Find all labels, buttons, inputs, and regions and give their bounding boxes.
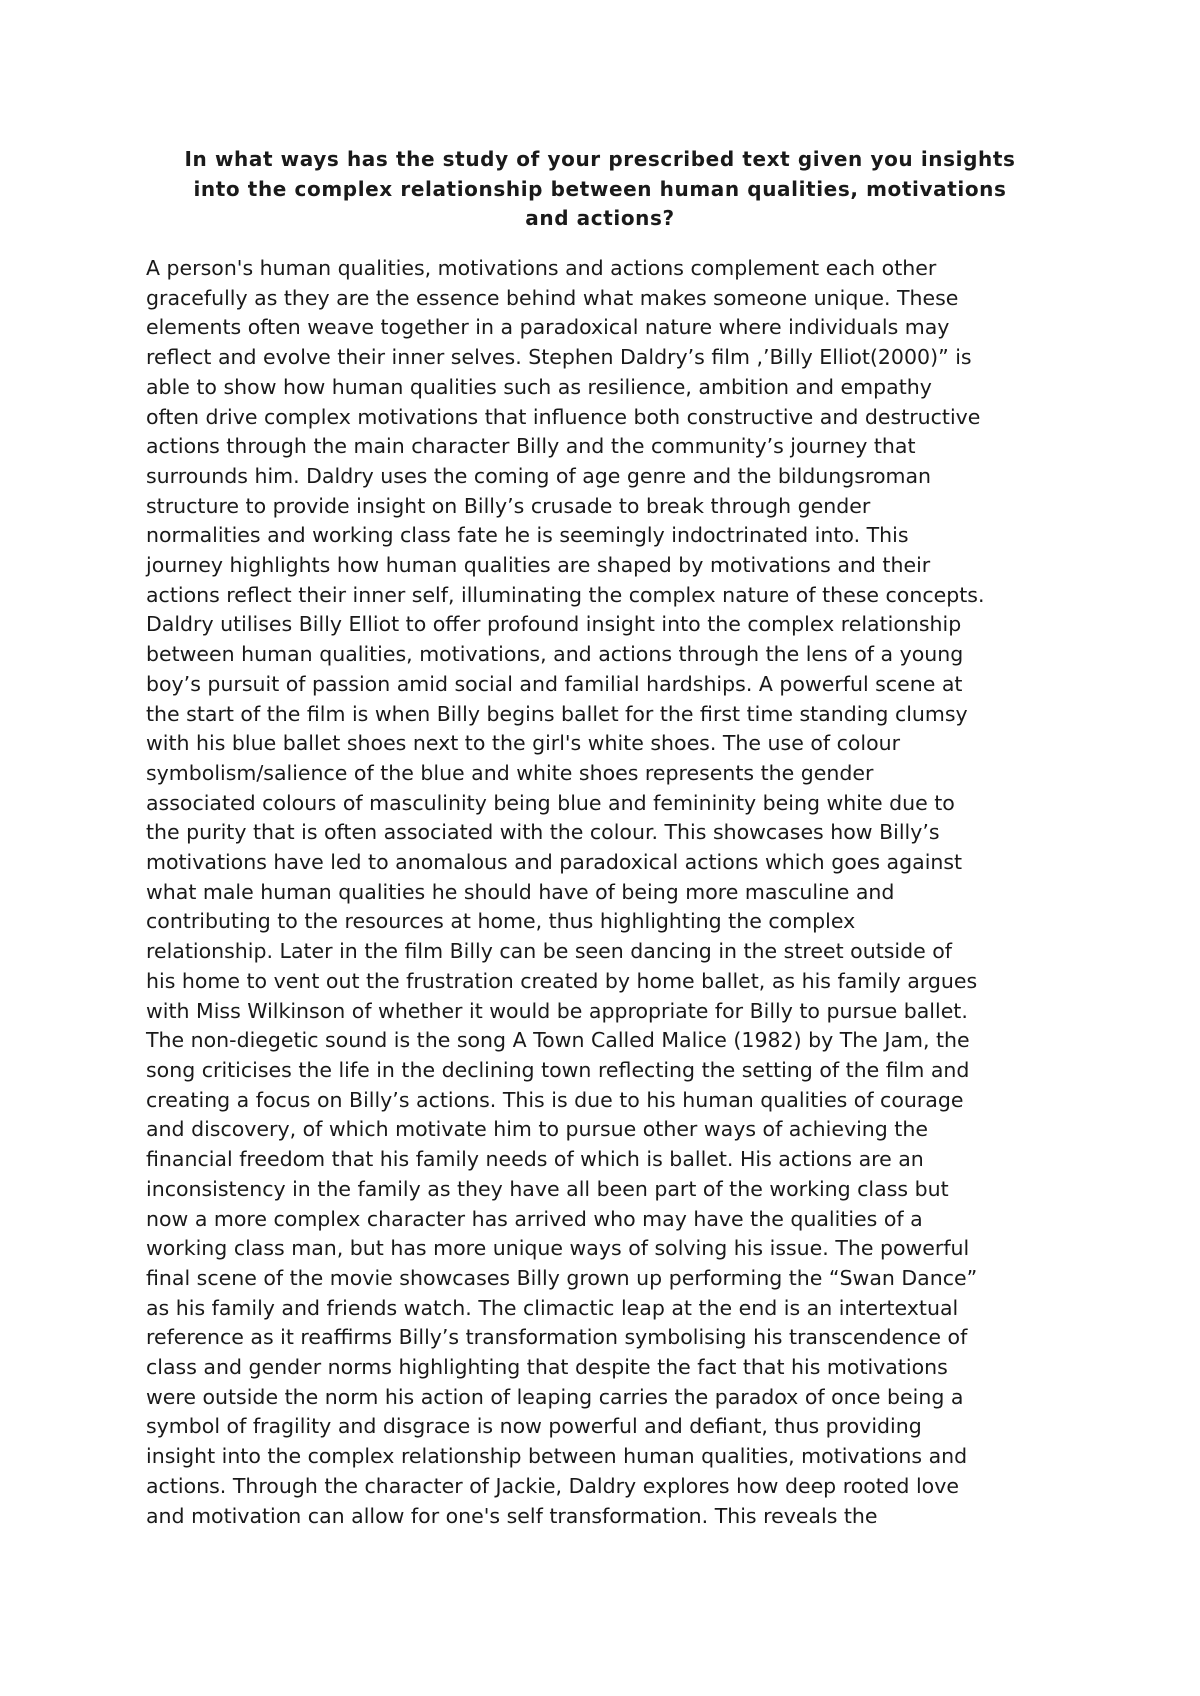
body-line: surrounds him. Daldry uses the coming of age genre and the bildungsroman bbox=[146, 463, 932, 488]
body-line: actions through the main character Billy and the community’s journey that bbox=[146, 434, 916, 459]
body-line: working class man, but has more unique ways of solving his issue. The powerful bbox=[146, 1236, 970, 1261]
body-line: often drive complex motivations that influence both constructive and destructive bbox=[146, 404, 981, 429]
body-line: actions. Through the character of Jackie, Daldry explores how deep rooted love bbox=[146, 1473, 959, 1498]
heading-line: In what ways has the study of your prescribed text given you insights bbox=[184, 147, 1016, 171]
body-line: The non-diegetic sound is the song A Town Called Malice (1982) by The Jam, the bbox=[146, 1028, 970, 1053]
heading-line: into the complex relationship between human qualities, motivations bbox=[193, 176, 1007, 201]
body-line: relationship. Later in the film Billy can be seen dancing in the street outside of bbox=[146, 939, 953, 964]
body-line: insight into the complex relationship between human qualities, motivations and bbox=[146, 1444, 968, 1469]
body-line: with his blue ballet shoes next to the girl's white shoes. The use of colour bbox=[146, 731, 901, 756]
body-line: financial freedom that his family needs of which is ballet. His actions are an bbox=[146, 1147, 924, 1172]
body-line: gracefully as they are the essence behind what makes someone unique. These bbox=[146, 285, 959, 310]
body-line: with Miss Wilkinson of whether it would be appropriate for Billy to pursue ballet. bbox=[146, 998, 968, 1023]
body-line: boy’s pursuit of passion amid social and familial hardships. A powerful scene at bbox=[146, 671, 963, 696]
body-line: the start of the film is when Billy begins ballet for the first time standing clumsy bbox=[146, 701, 968, 726]
essay-body bbox=[146, 254, 1086, 1531]
body-line: contributing to the resources at home, thus highlighting the complex bbox=[146, 909, 856, 934]
body-line: normalities and working class fate he is seemingly indoctrinated into. This bbox=[146, 523, 909, 548]
body-line: creating a focus on Billy’s actions. This is due to his human qualities of courage bbox=[146, 1087, 964, 1112]
body-line: and motivation can allow for one's self transformation. This reveals the bbox=[146, 1503, 878, 1528]
body-line: were outside the norm his action of leaping carries the paradox of once being a bbox=[146, 1384, 964, 1409]
body-line: and discovery, of which motivate him to pursue other ways of achieving the bbox=[146, 1117, 928, 1142]
essay-question-heading bbox=[146, 145, 1054, 234]
body-line: inconsistency in the family as they have all been part of the working class but bbox=[146, 1176, 949, 1201]
body-line: the purity that is often associated with the colour. This showcases how Billy’s bbox=[146, 820, 940, 845]
body-line: song criticises the life in the declining town reflecting the setting of the film and bbox=[146, 1057, 970, 1082]
body-line: what male human qualities he should have of being more masculine and bbox=[146, 879, 895, 904]
body-line: A person's human qualities, motivations and actions complement each other bbox=[146, 256, 937, 280]
body-line: final scene of the movie showcases Billy grown up performing the “Swan Dance” bbox=[146, 1265, 978, 1290]
body-line: actions reflect their inner self, illuminating the complex nature of these concepts. bbox=[146, 582, 985, 607]
body-line: symbol of fragility and disgrace is now powerful and defiant, thus providing bbox=[146, 1414, 922, 1439]
body-line: associated colours of masculinity being blue and femininity being white due to bbox=[146, 790, 955, 815]
body-line: reflect and evolve their inner selves. Stephen Daldry’s film ,’Billy Elliot(2000)” is bbox=[146, 345, 972, 370]
body-line: Daldry utilises Billy Elliot to offer profound insight into the complex relationship bbox=[146, 612, 962, 637]
body-line: his home to vent out the frustration created by home ballet, as his family argues bbox=[146, 968, 978, 993]
body-line: journey highlights how human qualities are shaped by motivations and their bbox=[146, 553, 931, 578]
body-line: reference as it reaffirms Billy’s transformation symbolising his transcendence of bbox=[146, 1325, 968, 1350]
body-line: motivations have led to anomalous and paradoxical actions which goes against bbox=[146, 850, 963, 875]
body-line: now a more complex character has arrived who may have the qualities of a bbox=[146, 1206, 923, 1231]
body-line: able to show how human qualities such as resilience, ambition and empathy bbox=[146, 374, 932, 399]
body-line: between human qualities, motivations, and actions through the lens of a young bbox=[146, 642, 964, 667]
body-line: elements often weave together in a paradoxical nature where individuals may bbox=[146, 315, 950, 340]
heading-line: and actions? bbox=[525, 206, 675, 230]
body-line: class and gender norms highlighting that despite the fact that his motivations bbox=[146, 1355, 948, 1380]
body-line: symbolism/salience of the blue and white shoes represents the gender bbox=[146, 760, 874, 785]
body-line: as his family and friends watch. The climactic leap at the end is an intertextual bbox=[146, 1295, 959, 1320]
body-line: structure to provide insight on Billy’s crusade to break through gender bbox=[146, 493, 871, 518]
